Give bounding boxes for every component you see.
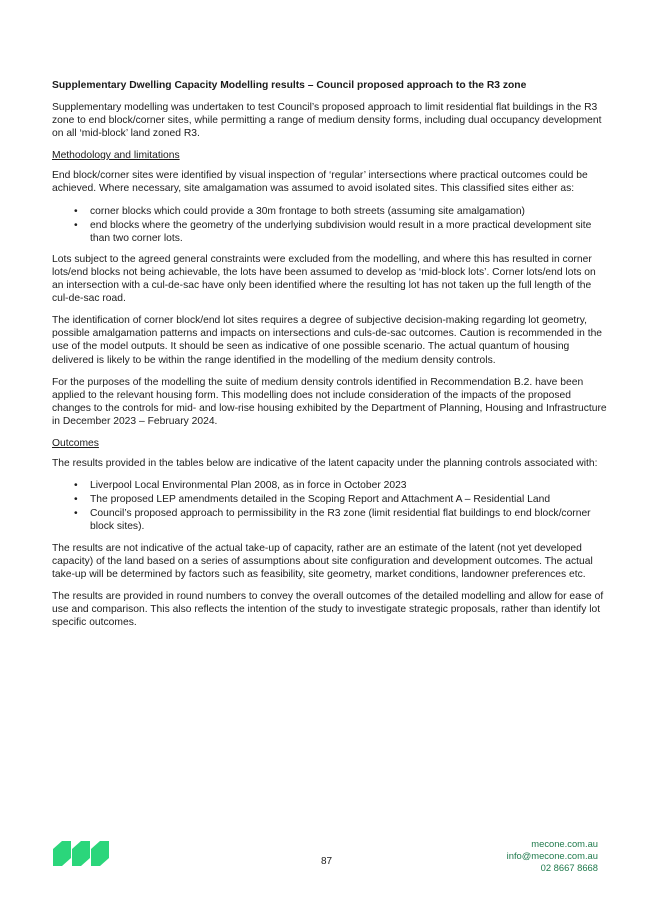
methodology-paragraph-1: End block/corner sites were identified by visual inspection of ‘regular’ intersections where practical outcomes could be achieved. Where necessary, site amalgamation was assumed to avoid isolated sites. This classified sites either as: bbox=[52, 170, 588, 195]
intro-paragraph: Supplementary modelling was undertaken to test Council’s proposed approach to limit residential flat buildings in the R3 zone to end block/corner sites, while permitting a range of medium density forms, including dual occupancy development on all ‘mid-block’ land zoned R3. bbox=[52, 102, 602, 140]
list-item bbox=[52, 219, 610, 245]
section-heading: Supplementary Dwelling Capacity Modelling results – Council proposed approach to the R3 zone bbox=[52, 80, 527, 91]
methodology-paragraph-2: Lots subject to the agreed general constraints were excluded from the modelling, and where this has resulted in corner lots/end blocks not being achievable, the lots have been assumed to develop as ‘mid-block lots’. Corner lots/end lots on an intersection with a cul-de-sac have only been identified where the resulting lot has not taken up the full length of the cul-de-sac road. bbox=[52, 253, 596, 305]
outcomes-paragraph-2: The results are not indicative of the actual take-up of capacity, rather are an estimate of the latent (not yet developed capacity) of the land based on a series of assumptions about site configuration and development outcomes. The actual take-up will be determined by factors such as feasibility, site geometry, market conditions, landowner preferences etc. bbox=[52, 542, 593, 580]
list-item bbox=[52, 493, 610, 506]
bullet-icon: • bbox=[74, 508, 78, 520]
list-item bbox=[52, 479, 610, 492]
list-item-text: corner blocks which could provide a 30m frontage to both streets (assuming site amalgamation) bbox=[90, 205, 525, 217]
methodology-bullet-list bbox=[52, 205, 610, 245]
email-link[interactable]: info@mecone.com.au bbox=[506, 849, 598, 861]
document-body bbox=[52, 79, 610, 638]
outcomes-paragraph-3: The results are provided in round numbers to convey the overall outcomes of the detailed modelling and allow for ease of use and comparison. This also reflects the intention of the study to investigate strategic proposals, rather than identify lot specific outcomes. bbox=[52, 590, 604, 628]
list-item bbox=[52, 205, 610, 218]
bullet-icon: • bbox=[74, 494, 78, 506]
phone-number: 02 8667 8668 bbox=[540, 861, 598, 873]
list-item bbox=[52, 507, 610, 533]
page-number: 87 bbox=[320, 856, 333, 867]
website-link[interactable]: mecone.com.au bbox=[531, 838, 598, 849]
list-item-text: Liverpool Local Environmental Plan 2008, as in force in October 2023 bbox=[90, 480, 407, 492]
bullet-icon: • bbox=[74, 219, 78, 231]
outcomes-paragraph-1: The results provided in the tables below are indicative of the latent capacity under the planning controls associated with: bbox=[52, 458, 598, 470]
bullet-icon: • bbox=[74, 480, 78, 492]
list-item-text: Council’s proposed approach to permissibility in the R3 zone (limit residential flat buildings to end block/corner block sites). bbox=[90, 508, 591, 533]
methodology-paragraph-4: For the purposes of the modelling the suite of medium density controls identified in Recommendation B.2. have been applied to the relevant housing form. This modelling does not include consideration of the impacts of the proposed changes to the controls for mid- and low-rise housing exhibited by the Department of Planning, Housing and Infrastructure in December 2023 – February 2024. bbox=[52, 376, 607, 427]
list-item-text: end blocks where the geometry of the underlying subdivision would result in a more practical development site than two corner lots. bbox=[90, 219, 592, 244]
outcomes-subheading: Outcomes bbox=[52, 437, 99, 449]
methodology-paragraph-3: The identification of corner block/end lot sites requires a degree of subjective decision-making regarding lot geometry, possible amalgamation patterns and impacts on intersections and culs-de-sac outcomes. Caution is recommended in the use of the model outputs. It should be seen as indicative of one possible scenario. The actual quantum of housing delivered is likely to be within the range identified in the modelling of the medium density controls. bbox=[52, 315, 603, 366]
contact-block bbox=[507, 838, 598, 873]
bullet-icon: • bbox=[74, 205, 78, 217]
methodology-subheading: Methodology and limitations bbox=[52, 150, 180, 162]
list-item-text: The proposed LEP amendments detailed in the Scoping Report and Attachment A – Residential Land bbox=[90, 494, 551, 506]
outcomes-bullet-list bbox=[52, 479, 610, 533]
